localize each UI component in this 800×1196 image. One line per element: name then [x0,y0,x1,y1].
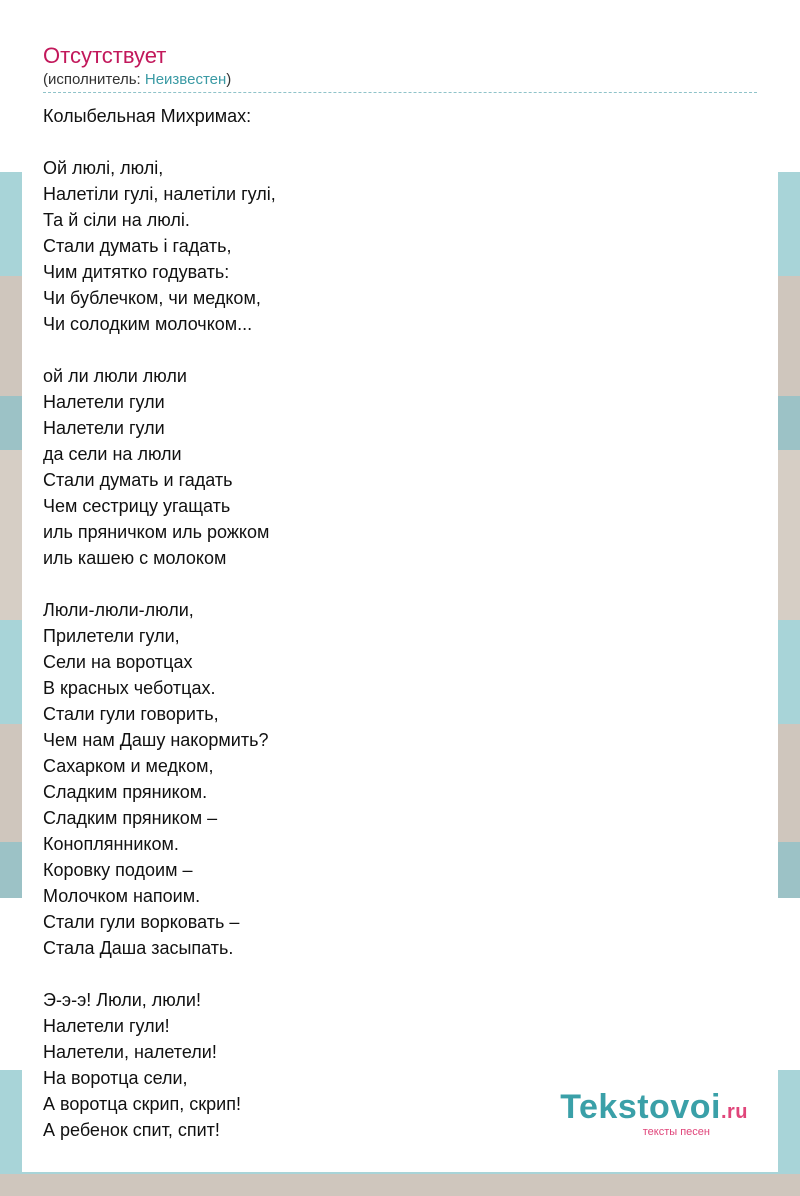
artist-suffix: ) [226,71,232,88]
site-logo[interactable] [560,1089,748,1138]
logo-wordmark [560,1089,748,1130]
song-title: Отсутствует [43,43,167,68]
title-divider [43,92,757,93]
logo-tld: .ru [720,1101,748,1123]
lyrics-card [22,22,778,1172]
artist-prefix: (исполнитель: [43,71,145,88]
logo-tagline: тексты песен [642,1126,710,1138]
artist-link[interactable]: Неизвестен [144,71,227,88]
logo-name: Tekstovoi [560,1088,721,1126]
lyrics-text: Колыбельная Михримах: Ой люлі, люлі, Налетіли гулі, налетіли гулі, Та й сіли на люлі. Стали думать і гадать, Чим дитятко годувать: Чи бублечком, чи медком, Чи солодким молочком... ой ли люли люли Налетели гули Налетели гули да сели на люли Стали думать и гадать Чем сестрицу угащать иль пряничком иль рожком иль кашею с молоком Люли-люли-люли, Прилетели гули, Сели на воротцах В красных чеботцах. Стали гули говорить, Чем нам Дашу накормить? Сахарком и медком, Сладким пряником. Сладким пряником – Коноплянником. Коровку подоим – Молочком напоим. Стали гули ворковать – Стала Даша засыпать. Э-э-э! Люли, люли! Налетели гули! Налетели, налетели! На воротца сели, А воротца скрип, скрип! А ребенок спит, спит! [43,106,276,1140]
artist-line [43,70,757,90]
